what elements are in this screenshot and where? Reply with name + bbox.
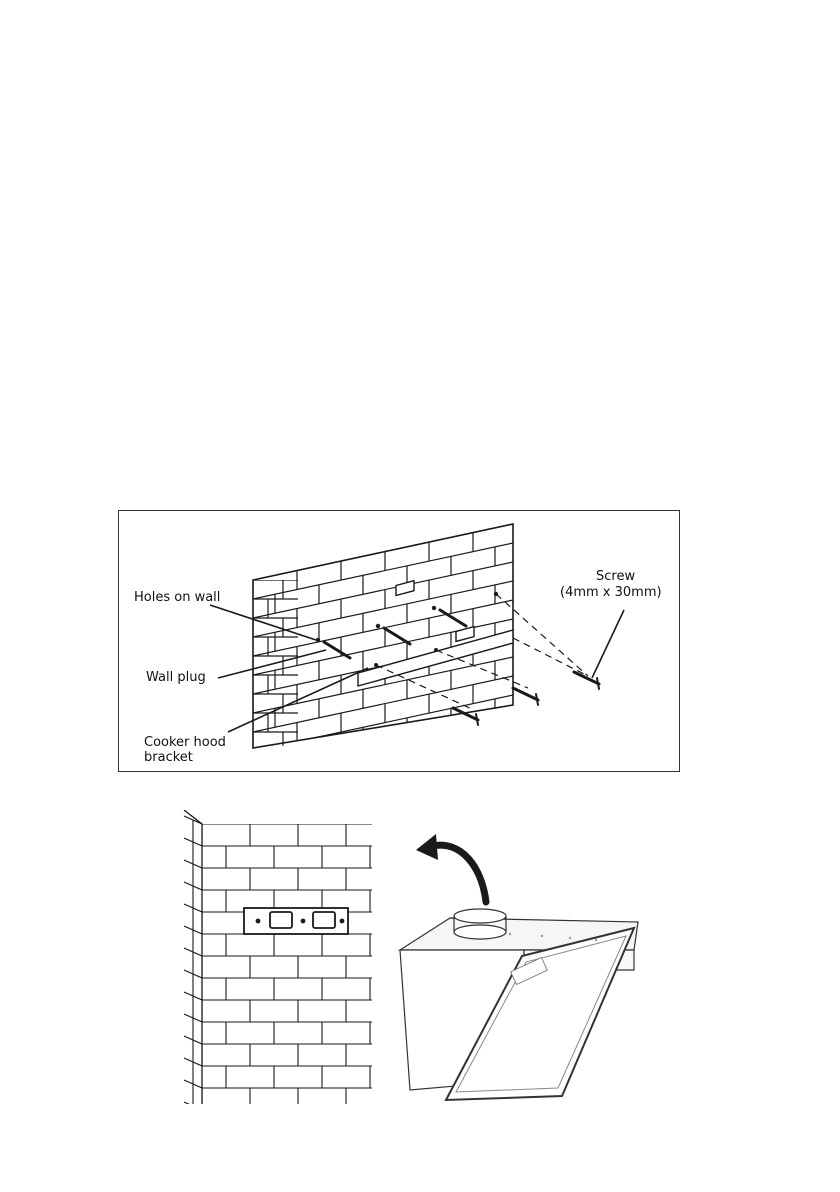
bracket-mounting-diagram (118, 510, 680, 772)
hole-3 (432, 606, 436, 610)
hood-outlet (454, 925, 506, 939)
bracket-slot-1 (270, 912, 292, 928)
bracket-screw-3 (340, 919, 345, 924)
label-cooker-hood-bracket-1: Cooker hood (144, 735, 226, 750)
mounted-bracket (244, 908, 348, 934)
hang-arrow (416, 834, 486, 902)
cooker-hood (400, 909, 638, 1100)
label-holes-on-wall: Holes on wall (134, 590, 221, 605)
bracket-screw-2 (301, 919, 306, 924)
hole-1 (316, 638, 320, 642)
bracket-slot-2 (313, 912, 335, 928)
bracket-screw-1 (256, 919, 261, 924)
label-wall-plug: Wall plug (146, 670, 206, 685)
hood-hanging-diagram (150, 810, 690, 1110)
hood-hanging-svg (150, 810, 690, 1110)
label-screw: Screw (596, 569, 636, 584)
label-cooker-hood-bracket-2: bracket (144, 750, 193, 765)
figure-frame (119, 511, 680, 772)
bracket-mounting-svg (118, 510, 680, 772)
wall-column-side (184, 816, 202, 1110)
wall-column-front (202, 824, 372, 1110)
label-screw-size: (4mm x 30mm) (560, 585, 662, 600)
hole-2 (376, 624, 380, 628)
